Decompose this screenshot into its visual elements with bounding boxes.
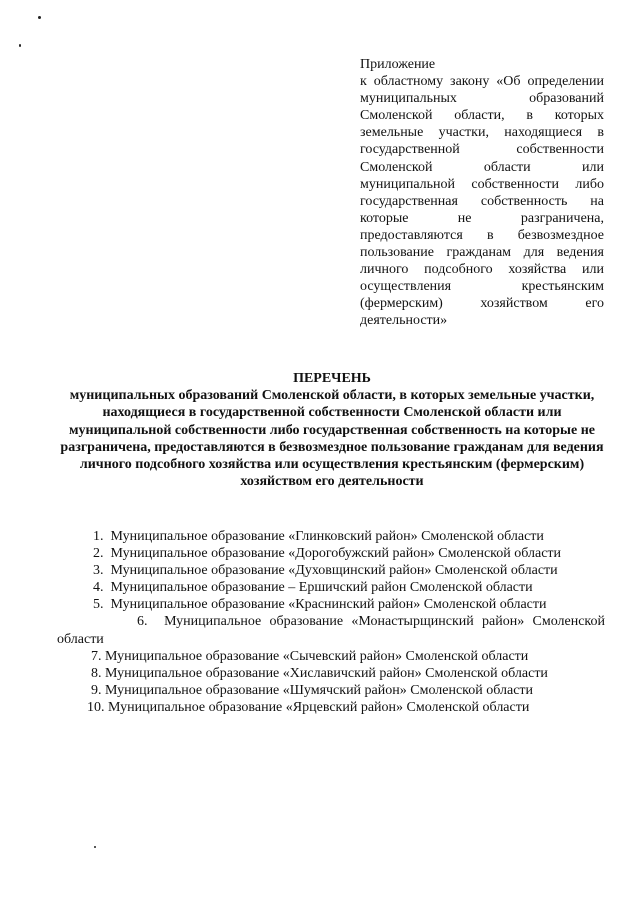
document-title: [52, 370, 612, 490]
list-item: 8. Муниципальное образование «Хиславичский район» Смоленской области: [91, 665, 548, 681]
list-item: 5. Муниципальное образование «Краснинский район» Смоленской области: [93, 597, 547, 613]
list-item: 1. Муниципальное образование «Глинковский район» Смоленской области: [93, 529, 544, 544]
list-item: 3. Муниципальное образование «Духовщинский район» Смоленской области: [93, 563, 558, 579]
appendix-note: [360, 56, 604, 330]
appendix-text: к областному закону «Об определении муниципальных образований Смоленской области, в которых земельные участки, находящиеся в государственной собственности Смоленской области или муниципальной собственности либо государственная собственность на которые не разграничена, предоставляются в безвозмездное пользование гражданам для ведения личного подсобного хозяйства или осуществления крестьянским (фермерским) хозяйством его деятельности»: [360, 74, 604, 329]
list-item: 7. Муниципальное образование «Сычевский район» Смоленской области: [91, 648, 529, 664]
list-item: 9. Муниципальное образование «Шумячский район» Смоленской области: [91, 682, 534, 698]
scan-speck-3: [94, 846, 96, 848]
list-item: 4. Муниципальное образование – Ершичский район Смоленской области: [93, 580, 533, 596]
scan-speck-1: [38, 16, 41, 19]
title-subtitle: муниципальных образований Смоленской области, в которых земельные участки, находящиеся в государственной собственности Смоленской области или муниципальной собственности либо государственная собственность на которые не разграничена, предоставляются в безвозмездное пользование гражданам для ведения личного подсобного хозяйства или осуществления крестьянским (фермерским) хозяйством его деятельности: [60, 388, 604, 490]
list-item: 2. Муниципальное образование «Дорогобужский район» Смоленской области: [93, 546, 562, 562]
title-main: ПЕРЕЧЕНЬ: [293, 371, 371, 386]
appendix-heading: Приложение: [360, 57, 436, 72]
list-item: 6. Муниципальное образование «Монастырщинский район» Смоленской области: [57, 614, 606, 647]
list-item: 10. Муниципальное образование «Ярцевский район» Смоленской области: [87, 699, 530, 715]
municipality-list: [57, 528, 605, 716]
scan-speck-2: [19, 44, 21, 47]
